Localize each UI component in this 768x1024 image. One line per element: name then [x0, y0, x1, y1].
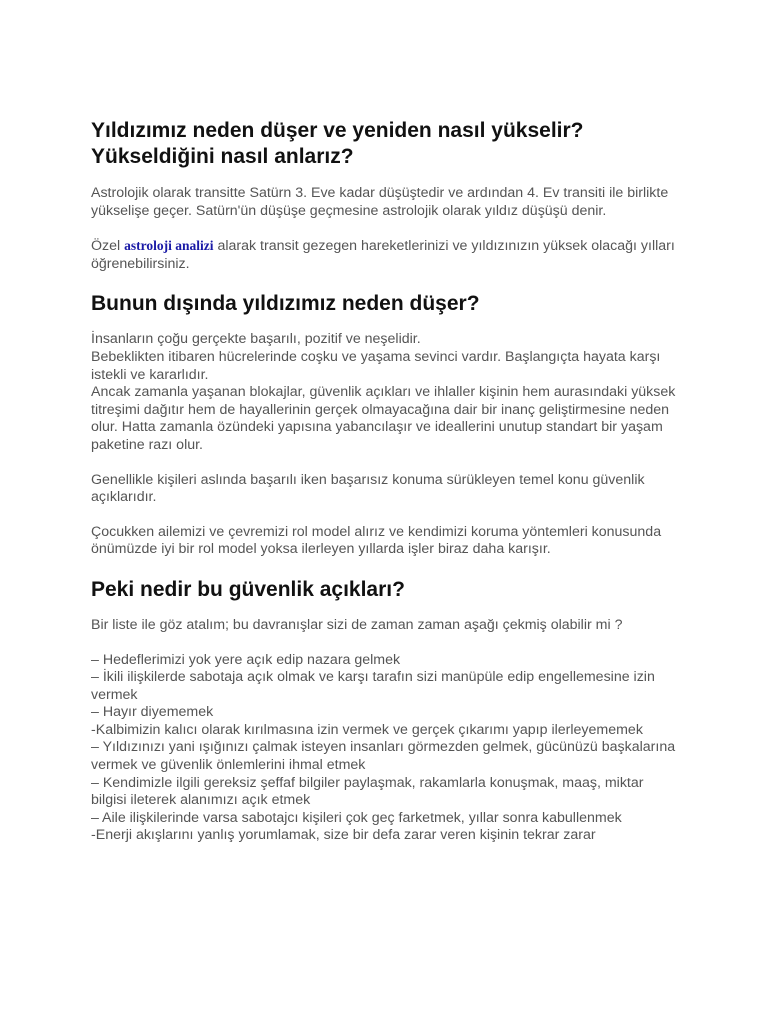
section-heading-1: Bunun dışında yıldızımız neden düşer?: [91, 292, 480, 316]
special-prefix: Özel: [91, 238, 125, 255]
intro-paragraph: Astrolojik olarak transitte Satürn 3. Eve kadar düşüştedir ve ardından 4. Ev transiti ile birlikte yükselişe geçer. Satürn'ün düşüşe geçmesine astrolojik olarak yıldız düşüşü denir.: [91, 185, 669, 219]
section1-line1: İnsanların çoğu gerçekte başarılı, pozitif ve neşelidir.: [91, 331, 421, 348]
list-item: – Yıldızınızı yani ışığınızı çalmak isteyen insanları görmezden gelmek, gücünüzü başkalarına vermek ve güvenlik önlemlerini ihmal etmek: [91, 739, 676, 774]
special-analysis-paragraph: [91, 237, 681, 273]
list-item: – İkili ilişkilerde sabotaja açık olmak ve karşı tarafın sizi manüpüle edip engellemesine izin vermek: [91, 669, 655, 703]
astroloji-analizi-link[interactable]: astroloji analizi: [124, 238, 214, 254]
section1-line2: Bebeklikten itibaren hücrelerinde coşku ve yaşama sevinci vardır. Başlangıçta hayata karşı istekli ve kararlıdır.: [91, 348, 661, 383]
article-title: Yıldızımız neden düşer ve yeniden nasıl yükselir? Yükseldiğini nasıl anlarız?: [91, 119, 584, 168]
section1-line3: Ancak zamanla yaşanan blokajlar, güvenlik açıkları ve ihlaller kişinin hem aurasındaki yüksek titreşimi dağıtır hem de hayallerinin gerçek olmayacağına dair bir inanç geliştirmesine neden olur. Hatta zamanla özündeki yapısına yabancılaşır ve ideallerini unutup standart bir yaşam paketine razı olur.: [91, 384, 676, 453]
list-item: – Kendimizle ilgili gereksiz şeffaf bilgiler paylaşmak, rakamlarla konuşmak, maaş, miktar bilgisi ileterek alanımızı açık etmek: [91, 774, 644, 809]
list-item: -Kalbimizin kalıcı olarak kırılmasına izin vermek ve gerçek çıkarımı yapıp ilerleyememek: [91, 721, 643, 738]
article-body: [91, 118, 681, 845]
list-item: – Hedeflerimizi yok yere açık edip nazara gelmek: [91, 651, 401, 668]
section-heading-2: Peki nedir bu güvenlik açıkları?: [91, 577, 405, 601]
section2-intro: Bir liste ile göz atalım; bu davranışlar sizi de zaman zaman aşağı çekmiş olabilir mi ?: [91, 616, 623, 633]
list-item: – Hayır diyememek: [91, 704, 214, 721]
special-suffix: alarak transit gezegen hareketlerinizi ve yıldızınızın yüksek olacağı yılları öğrenebilirsiniz.: [91, 238, 675, 272]
list-item: -Enerji akışlarını yanlış yorumlamak, size bir defa zarar veren kişinin tekrar zarar: [91, 827, 596, 844]
list-item: – Aile ilişkilerinde varsa sabotajcı kişileri çok geç farketmek, yıllar sonra kabullenmek: [91, 809, 622, 826]
vulnerability-list: [91, 652, 681, 846]
section1-paragraph3: Çocukken ailemizi ve çevremizi rol model alırız ve kendimizi koruma yöntemleri konusunda önümüzde iyi bir rol model yoksa ilerleyen yıllarda işler biraz daha karışır.: [91, 523, 662, 558]
section1-paragraph1: [91, 331, 681, 454]
section1-paragraph2: Genellikle kişileri aslında başarılı iken başarısız konuma sürükleyen temel konu güvenlik açıklarıdır.: [91, 471, 645, 506]
